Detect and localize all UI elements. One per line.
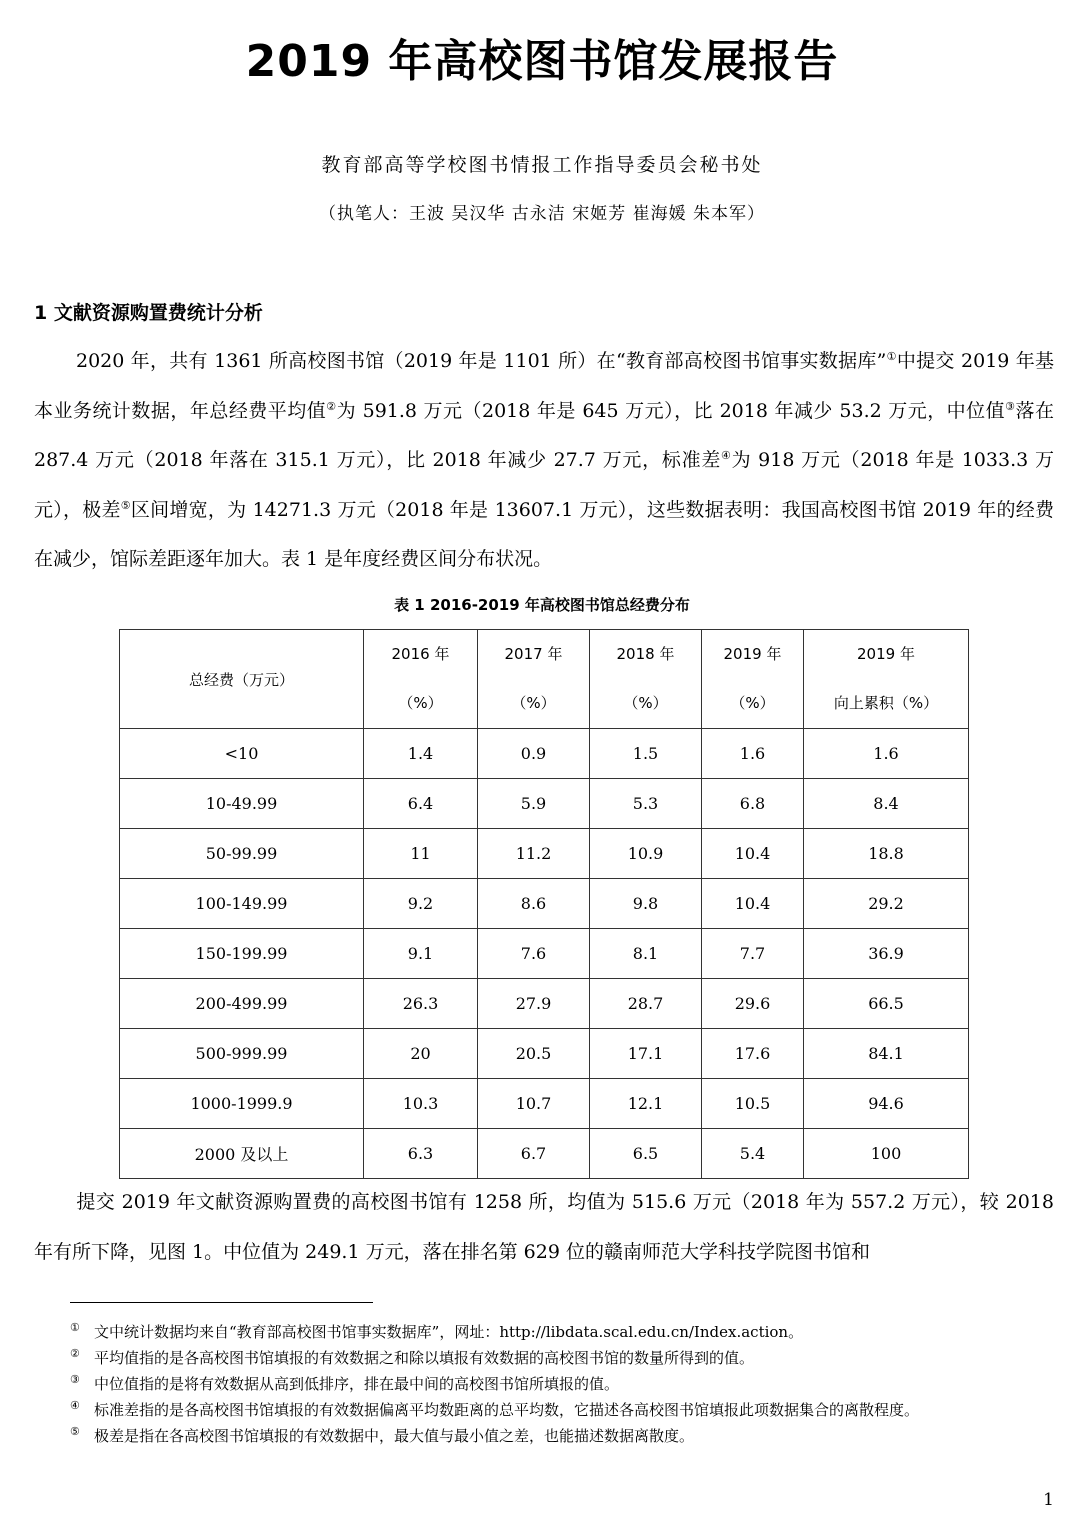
footnote-item bbox=[70, 1400, 1060, 1420]
column-header-unit: （%） bbox=[730, 694, 775, 712]
expenditure-table bbox=[119, 629, 969, 1179]
footnote-item bbox=[70, 1348, 1060, 1368]
footnote-item bbox=[70, 1426, 1060, 1446]
value-cell: 6.5 bbox=[590, 1129, 702, 1179]
footnote-divider bbox=[70, 1302, 373, 1303]
value-cell: 7.7 bbox=[702, 929, 804, 979]
value-cell: 17.1 bbox=[590, 1029, 702, 1079]
row-label-header: 总经费（万元） bbox=[120, 630, 364, 729]
value-cell: 10.4 bbox=[702, 829, 804, 879]
value-cell: 8.6 bbox=[478, 879, 590, 929]
footnote-item bbox=[70, 1374, 1060, 1394]
authors-line: （执笔人：王波 吴汉华 古永洁 宋姬芳 崔海媛 朱本军） bbox=[318, 204, 766, 224]
value-cell: 6.8 bbox=[702, 779, 804, 829]
para1-text-f: 区间增宽，为 14271.3 万元（2018 年是 13607.1 万元），这些数据表明：我国高校图书馆 2019 年的经费在减少，馆际差距逐年加大。表 1 是年度经费区间分布状况。 bbox=[34, 498, 1054, 570]
value-cell: 9.1 bbox=[364, 929, 478, 979]
footnote-text: 极差是指在各高校图书馆填报的有效数据中，最大值与最小值之差，也能描述数据离散度。 bbox=[94, 1427, 695, 1445]
range-cell: 100-149.99 bbox=[120, 879, 364, 929]
column-header-year: 2018 年 bbox=[616, 645, 675, 663]
para1-text-a: 2020 年，共有 1361 所高校图书馆（2019 年是 1101 所）在“教育部高校图书馆事实数据库” bbox=[76, 350, 887, 372]
footnote-ref-3: ③ bbox=[1005, 399, 1016, 413]
value-cell: 6.3 bbox=[364, 1129, 478, 1179]
column-header bbox=[702, 630, 804, 729]
range-cell: 150-199.99 bbox=[120, 929, 364, 979]
column-header bbox=[590, 630, 702, 729]
value-cell: 10.3 bbox=[364, 1079, 478, 1129]
table-row bbox=[120, 1129, 969, 1179]
footnote-ref-1: ① bbox=[886, 350, 897, 363]
table-row bbox=[120, 779, 969, 829]
paragraph-1 bbox=[34, 337, 1054, 585]
para1-text-b: 中提交 2019 年基本业务统计数据，年总经费平均值 bbox=[34, 350, 1054, 422]
footnote-mark: ① bbox=[70, 1321, 80, 1334]
value-cell: 10.9 bbox=[590, 829, 702, 879]
value-cell: 94.6 bbox=[804, 1079, 969, 1129]
column-header-year: 2019 年 bbox=[723, 645, 782, 663]
value-cell: 10.5 bbox=[702, 1079, 804, 1129]
value-cell: 1.5 bbox=[590, 729, 702, 779]
column-header-year: 2019 年 bbox=[857, 645, 915, 663]
column-header-unit: （%） bbox=[511, 694, 556, 712]
value-cell: 8.4 bbox=[804, 779, 969, 829]
table-row bbox=[120, 829, 969, 879]
document-title: 2019 年高校图书馆发展报告 bbox=[245, 36, 839, 87]
footnote-text: 中位值指的是将有效数据从高到低排序，排在最中间的高校图书馆所填报的值。 bbox=[94, 1375, 620, 1393]
para1-text-e: 为 918 万元（2018 年是 1033.3 万元），极差 bbox=[34, 449, 1054, 521]
value-cell: 10.4 bbox=[702, 879, 804, 929]
table-row bbox=[120, 929, 969, 979]
column-header-unit: 向上累积（%） bbox=[833, 694, 939, 712]
value-cell: 7.6 bbox=[478, 929, 590, 979]
value-cell: 9.8 bbox=[590, 879, 702, 929]
value-cell: 17.6 bbox=[702, 1029, 804, 1079]
value-cell: 26.3 bbox=[364, 979, 478, 1029]
column-header bbox=[804, 630, 969, 729]
value-cell: 29.6 bbox=[702, 979, 804, 1029]
value-cell: 0.9 bbox=[478, 729, 590, 779]
value-cell: 6.7 bbox=[478, 1129, 590, 1179]
value-cell: 1.6 bbox=[702, 729, 804, 779]
value-cell: 1.4 bbox=[364, 729, 478, 779]
column-header bbox=[478, 630, 590, 729]
footnote-text: 标准差指的是各高校图书馆填报的有效数据偏离平均数距离的总平均数，它描述各高校图书馆填报此项数据集合的离散程度。 bbox=[94, 1401, 920, 1419]
value-cell: 36.9 bbox=[804, 929, 969, 979]
value-cell: 11.2 bbox=[478, 829, 590, 879]
column-header-unit: （%） bbox=[623, 694, 668, 712]
footnote-item bbox=[70, 1322, 1060, 1342]
range-cell: 500-999.99 bbox=[120, 1029, 364, 1079]
value-cell: 8.1 bbox=[590, 929, 702, 979]
range-cell: 50-99.99 bbox=[120, 829, 364, 879]
range-cell: <10 bbox=[120, 729, 364, 779]
value-cell: 5.3 bbox=[590, 779, 702, 829]
column-header-year: 2016 年 bbox=[391, 645, 450, 663]
range-cell: 1000-1999.9 bbox=[120, 1079, 364, 1129]
value-cell: 9.2 bbox=[364, 879, 478, 929]
footnote-ref-2: ② bbox=[326, 399, 337, 413]
value-cell: 5.9 bbox=[478, 779, 590, 829]
value-cell: 27.9 bbox=[478, 979, 590, 1029]
table-row bbox=[120, 729, 969, 779]
paragraph-2 bbox=[34, 1178, 1054, 1277]
section-heading: 1 文献资源购置费统计分析 bbox=[34, 302, 263, 324]
table-row bbox=[120, 1079, 969, 1129]
page-number: 1 bbox=[1043, 1490, 1054, 1510]
value-cell: 100 bbox=[804, 1129, 969, 1179]
value-cell: 18.8 bbox=[804, 829, 969, 879]
column-header-year: 2017 年 bbox=[504, 645, 563, 663]
footnote-mark: ② bbox=[70, 1347, 80, 1360]
footnote-text: 平均值指的是各高校图书馆填报的有效数据之和除以填报有效数据的高校图书馆的数量所得到的值。 bbox=[94, 1349, 755, 1367]
footnotes bbox=[70, 1322, 1060, 1452]
value-cell: 6.4 bbox=[364, 779, 478, 829]
table-header-row bbox=[120, 630, 969, 729]
footnote-mark: ④ bbox=[70, 1399, 80, 1412]
footnote-mark: ⑤ bbox=[70, 1425, 80, 1438]
table-row bbox=[120, 879, 969, 929]
column-header bbox=[364, 630, 478, 729]
value-cell: 20.5 bbox=[478, 1029, 590, 1079]
para1-text-d: 落在 287.4 万元（2018 年落在 315.1 万元），比 2018 年减少 27.7 万元，标准差 bbox=[34, 399, 1054, 471]
footnote-ref-5: ⑤ bbox=[120, 498, 131, 512]
table-row bbox=[120, 1029, 969, 1079]
range-cell: 2000 及以上 bbox=[120, 1129, 364, 1179]
value-cell: 12.1 bbox=[590, 1079, 702, 1129]
value-cell: 66.5 bbox=[804, 979, 969, 1029]
organization-line: 教育部高等学校图书情报工作指导委员会秘书处 bbox=[321, 154, 763, 176]
value-cell: 84.1 bbox=[804, 1029, 969, 1079]
table-row bbox=[120, 979, 969, 1029]
table-caption: 表 1 2016-2019 年高校图书馆总经费分布 bbox=[394, 596, 690, 614]
column-header-unit: （%） bbox=[398, 694, 443, 712]
range-cell: 10-49.99 bbox=[120, 779, 364, 829]
para2-text: 提交 2019 年文献资源购置费的高校图书馆有 1258 所，均值为 515.6 万元（2018 年为 557.2 万元），较 2018 年有所下降，见图 1。中位值为 249.1 万元，落在排名第 629 位的赣南师范大学科技学院图书馆和 bbox=[34, 1191, 1054, 1263]
value-cell: 28.7 bbox=[590, 979, 702, 1029]
value-cell: 11 bbox=[364, 829, 478, 879]
footnote-text: 文中统计数据均来自“教育部高校图书馆事实数据库”，网址：http://libdata.scal.edu.cn/Index.action。 bbox=[94, 1323, 804, 1341]
value-cell: 1.6 bbox=[804, 729, 969, 779]
para1-text-c: 为 591.8 万元（2018 年是 645 万元），比 2018 年减少 53.2 万元，中位值 bbox=[336, 399, 1006, 422]
value-cell: 10.7 bbox=[478, 1079, 590, 1129]
footnote-mark: ③ bbox=[70, 1373, 80, 1386]
value-cell: 5.4 bbox=[702, 1129, 804, 1179]
value-cell: 20 bbox=[364, 1029, 478, 1079]
footnote-ref-4: ④ bbox=[721, 449, 732, 462]
range-cell: 200-499.99 bbox=[120, 979, 364, 1029]
value-cell: 29.2 bbox=[804, 879, 969, 929]
